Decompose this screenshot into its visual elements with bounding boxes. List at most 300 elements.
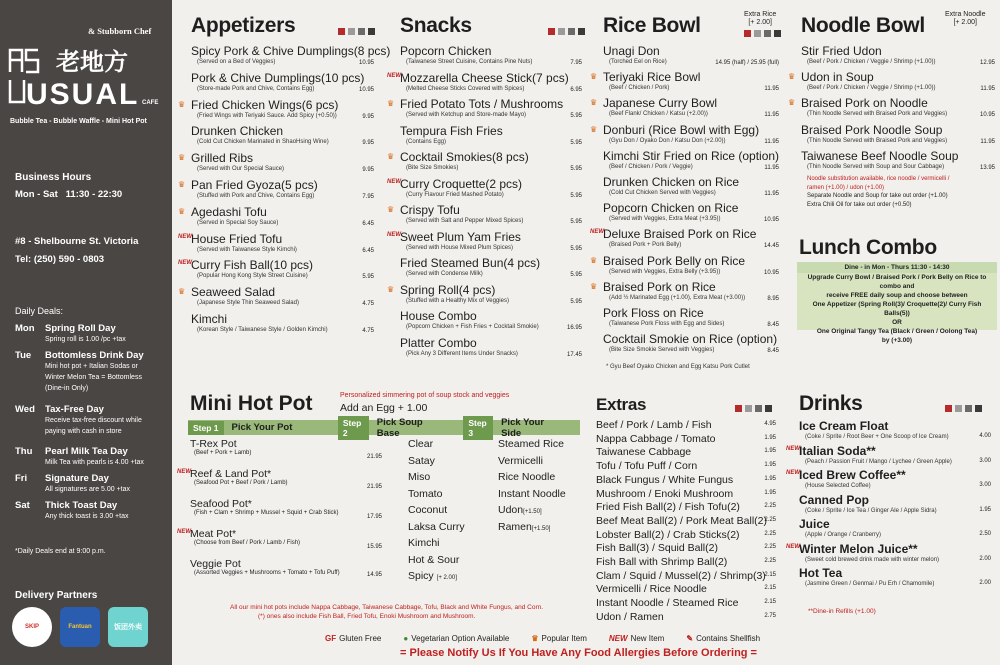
extra-price: 2.75 <box>764 612 776 619</box>
item-name: Curry Fish Ball(10 pcs) <box>191 258 314 273</box>
pot-desc: (Seafood Pot + Beef / Pork / Lamb) <box>194 480 288 486</box>
soup-item <box>408 570 457 582</box>
menu-item <box>603 44 779 70</box>
noodle-section <box>801 14 925 38</box>
extra-item <box>596 570 776 584</box>
menu-item <box>400 309 582 335</box>
section-squares <box>548 28 585 35</box>
item-desc: (Thin Noodle Served with Braised Pork and Veggies) <box>807 111 948 118</box>
drink-name: Canned Pop <box>799 492 870 507</box>
noodle-title: Noodle Bowl <box>801 14 925 37</box>
item-price: 8.45 <box>767 322 779 328</box>
deals-title: Daily Deals: <box>15 306 64 316</box>
item-price: 5.95 <box>570 166 582 172</box>
popular-item-icon: ♛ <box>590 281 598 291</box>
drinks-note: **Dine-in Refills (+1.00) <box>808 608 876 615</box>
item-price: 6.45 <box>362 220 374 227</box>
deal-line: (Dine-in Only) <box>45 385 89 392</box>
item-desc: (Torched Eel on Rice) <box>609 59 667 65</box>
snacks-section <box>400 14 472 38</box>
hotpot-sub: Personalized simmering pot of soup stock and veggies <box>340 392 510 399</box>
drink-desc: (Sweet cold brewed drink made with winter melon) <box>805 556 940 563</box>
drink-name: Juice <box>799 517 830 531</box>
item-price: 4.75 <box>362 328 374 334</box>
item-name: Spicy Pork & Chive Dumplings(8 pcs) <box>191 44 391 58</box>
extra-item <box>596 419 776 433</box>
deal-line: Receive tax-free discount while <box>45 417 142 424</box>
deal-line: Winter Melon Tea = Bottomless <box>45 374 142 381</box>
extra-item <box>596 529 776 543</box>
item-desc: (Korean Style / Taiwanese Style / Golden Kimchi) <box>197 327 328 333</box>
delivery-title: Delivery Partners <box>15 590 98 601</box>
noodle-note: Separate Noodle and Soup for take out order (+1.00) <box>807 193 948 199</box>
drink-item <box>799 566 991 592</box>
menu-item <box>603 175 779 201</box>
item-price: 7.95 <box>570 60 582 66</box>
item-name: Crispy Tofu <box>400 203 460 217</box>
extra-item <box>596 556 776 570</box>
popular-item-icon: ♛ <box>788 98 796 108</box>
hotpot-title: Mini Hot Pot <box>190 392 313 415</box>
deal-line: Any thick toast is 3.00 +tax <box>45 513 129 520</box>
new-item-icon: NEW <box>590 229 604 236</box>
item-name: Cocktail Smokie on Rice (option) <box>603 332 778 347</box>
drink-item <box>799 493 991 519</box>
drink-desc: (Apple / Orange / Cranberry) <box>805 532 882 538</box>
side-extra-price: [+1.50] <box>523 509 542 515</box>
pot-price: 21.95 <box>366 454 382 460</box>
extra-price: 2.15 <box>764 599 776 606</box>
step-3: Step 3 Pick Your Side <box>463 416 552 440</box>
extra-name: Taiwanese Cabbage <box>596 446 692 459</box>
hotpot-note-1: All our mini hot pots include Nappa Cabbage, Taiwanese Cabbage, Tofu, Black and White Fungus, and Corn. <box>230 604 544 611</box>
extra-price: 1.95 <box>764 475 776 482</box>
soup-item <box>408 488 442 500</box>
noodle-note: Extra Chili Oil for take out order (+0.50) <box>807 201 912 208</box>
phone: Tel: (250) 590 - 0803 <box>15 254 105 265</box>
brand-name: USUAL <box>26 78 140 111</box>
side-name: Instant Noodle <box>498 487 566 500</box>
extra-name: Instant Noodle / Steamed Rice <box>596 597 739 610</box>
soup-item <box>408 521 465 533</box>
deal-line: Mini hot pot + Italian Sodas or <box>45 363 138 370</box>
drink-price: 2.00 <box>979 555 991 562</box>
drinks-title: Drinks <box>799 392 863 415</box>
popular-item-icon: ♛ <box>178 153 186 163</box>
item-desc: (Taiwanese Street Cuisine, Contains Pine Nuts) <box>406 59 533 65</box>
soup-extra-price: [+ 2.00] <box>436 575 457 581</box>
drink-name: Winter Melon Juice** <box>799 541 918 556</box>
pot-item <box>177 468 382 490</box>
hotpot-note-2: (*) ones also include Fish Ball, Fried Tofu, Enoki Mushroom and Mushroom. <box>258 613 476 620</box>
deal-item <box>15 500 172 527</box>
item-name: Braised Pork on Noodle <box>801 96 928 111</box>
extra-item <box>596 433 776 447</box>
item-name: Curry Croquette(2 pcs) <box>400 176 523 191</box>
item-price: 14.45 <box>763 243 779 250</box>
item-desc: (Contains Egg) <box>406 138 447 145</box>
pot-item <box>190 438 382 458</box>
side-name: Vermicelli <box>498 454 543 467</box>
menu-item <box>178 178 374 204</box>
drink-name: Iced Brew Coffee** <box>799 468 906 482</box>
deal-item <box>15 446 172 473</box>
menu-item <box>400 336 582 362</box>
extra-rice: Extra Rice [+ 2.00] <box>744 11 777 26</box>
extra-price: 2.25 <box>764 558 776 564</box>
item-desc: (Add ½ Marinated Egg (+1.00), Extra Meat (+3.00)) <box>609 294 746 301</box>
item-price: 7.95 <box>362 194 374 200</box>
menu-item <box>178 204 374 231</box>
menu-item <box>801 149 995 175</box>
item-price: 11.95 <box>764 138 779 145</box>
section-squares <box>744 30 781 37</box>
item-desc: (Japanese Style Thin Seaweed Salad) <box>197 300 299 307</box>
pot-name: Reef & Land Pot* <box>190 468 272 480</box>
menu-item <box>603 149 779 175</box>
legend-popular: ♛ Popular Item <box>531 634 587 643</box>
soup-item <box>408 537 440 549</box>
lunch-header: Dine - in Mon - Thurs 11:30 - 14:30 <box>797 262 997 273</box>
rice-section <box>603 14 701 38</box>
fantuan-logo[interactable]: Fantuan <box>60 607 100 647</box>
noodle-note: ramen (+1.00) / udon (+1.00) <box>807 184 885 191</box>
lunch-section <box>799 236 937 260</box>
item-price: 11.95 <box>980 138 995 145</box>
lunch-combo-box <box>797 262 997 344</box>
soup-name: Kimchi <box>408 537 440 549</box>
drink-item <box>799 517 991 543</box>
soup-item <box>408 455 435 467</box>
deal-name: Thick Toast Day <box>45 500 118 511</box>
step-2: Step 2 Pick Soup Base <box>338 416 435 440</box>
chinese-name: 老地方 <box>56 48 128 76</box>
snacks-title: Snacks <box>400 14 472 37</box>
deal-day: Tue <box>15 350 32 361</box>
popular-item-icon: ♛ <box>387 284 395 294</box>
item-desc: (Braised Pork + Pork Belly) <box>609 242 682 249</box>
menu-item <box>590 253 779 280</box>
extra-name: Vermicelli / Rice Noodle <box>596 583 707 596</box>
deal-day: Fri <box>15 473 28 484</box>
item-desc: (Curry Flavour Fried Mashed Potato) <box>406 191 504 198</box>
item-desc: (Served with Our Special Sauce) <box>197 166 285 173</box>
deal-name: Spring Roll Day <box>45 323 116 334</box>
side-name: Ramen <box>498 520 532 533</box>
item-price: 10.95 <box>358 60 374 66</box>
item-name: Agedashi Tofu <box>191 204 267 219</box>
side-name: Rice Noodle <box>498 471 556 483</box>
menu-item <box>590 122 779 149</box>
chinese-delivery-logo[interactable]: 饭团外卖 <box>108 607 148 647</box>
extra-item <box>596 460 776 474</box>
item-desc: (Served with Ketchup and Store-made Mayo) <box>406 112 527 118</box>
item-price: 9.95 <box>362 140 374 147</box>
tagline: Bubble Tea - Bubble Waffle - Mini Hot Pot <box>10 118 147 125</box>
drink-item <box>786 468 991 494</box>
menu-item <box>801 44 995 70</box>
item-name: Kimchi <box>191 312 228 326</box>
extra-name: Lobster Ball(2) / Crab Sticks(2) <box>596 528 740 541</box>
item-name: House Combo <box>400 309 477 323</box>
allergy-notice: = Please Notify Us If You Have Any Food Allergies Before Ordering = <box>400 647 757 659</box>
menu-item <box>801 123 995 149</box>
item-desc: (Served in Special Soy Sauce) <box>197 219 279 226</box>
deal-line: paying with cash in store <box>45 428 122 435</box>
extra-item <box>596 542 776 556</box>
deal-item <box>15 404 172 446</box>
item-desc: (Pick Any 3 Different Items Under Snacks) <box>406 350 518 357</box>
side-item <box>498 488 566 500</box>
side-item <box>498 471 555 483</box>
menu-item <box>590 70 779 96</box>
side-extra-price: [+1.50] <box>531 525 551 532</box>
item-price: 8.95 <box>767 295 779 302</box>
item-desc: (Melted Cheese Sticks Covered with Spices) <box>406 85 525 92</box>
extra-name: Clam / Squid / Mussel(2) / Shrimp(3) <box>596 569 766 582</box>
menu-item <box>603 201 779 227</box>
extra-price: 4.95 <box>764 421 776 427</box>
item-price: 6.45 <box>362 247 374 254</box>
pot-price: 14.95 <box>366 572 382 578</box>
legend <box>325 634 760 643</box>
delivery-logos <box>12 607 148 647</box>
drink-desc: (Coke / Sprite / Ice Tea / Ginger Ale / Apple Sidra) <box>805 507 937 514</box>
popular-item-icon: ♛ <box>387 99 395 108</box>
item-desc: (Fried Wings with Teriyaki Sauce. Add Spicy (+0.50)) <box>197 112 337 119</box>
popular-item-icon: ♛ <box>590 72 598 82</box>
new-item-icon: NEW <box>786 543 800 550</box>
drink-name: Ice Cream Float <box>799 419 889 433</box>
item-price: 8.45 <box>767 348 779 355</box>
menu-item <box>590 279 779 306</box>
menu-item <box>178 151 374 177</box>
drink-name: Hot Tea <box>799 566 843 580</box>
combo-line: One Original Tangy Tea (Black / Green / Oolong Tea) <box>816 328 978 335</box>
extra-name: Nappa Cabbage / Tomato <box>596 432 716 445</box>
popular-item-icon: ♛ <box>590 124 598 134</box>
extra-price: 2.15 <box>764 571 776 578</box>
menu-item <box>387 150 582 176</box>
menu-item <box>788 96 995 122</box>
deal-row <box>15 473 172 484</box>
item-name: Japanese Curry Bowl <box>603 96 718 111</box>
popular-item-icon: ♛ <box>788 72 796 82</box>
item-name: Teriyaki Rice Bowl <box>603 70 701 85</box>
combo-line: by (+3.00) <box>881 337 913 344</box>
soup-name: Clear <box>408 438 434 450</box>
drink-price: 3.00 <box>979 457 991 464</box>
menu-item <box>387 282 582 309</box>
pot-item <box>190 558 382 578</box>
drink-item <box>786 443 991 470</box>
sidebar <box>0 0 172 665</box>
menu-item <box>387 203 582 229</box>
item-desc: (Popular Hong Kong Style Street Cuisine) <box>197 273 308 280</box>
legend-vegetarian: ● Vegetarian Option Available <box>403 634 510 643</box>
item-desc: (Served on a Bed of Veggies) <box>197 59 276 65</box>
item-price: 11.95 <box>764 191 779 197</box>
drink-price: 3.00 <box>979 482 991 488</box>
deal-line: Spring roll is 1.00 /pc +tax <box>45 336 126 343</box>
step-bar <box>188 416 580 439</box>
menu-item <box>387 70 582 97</box>
new-item-icon: NEW <box>387 72 401 79</box>
popular-item-icon: ♛ <box>590 98 598 108</box>
soup-name: Satay <box>408 454 435 467</box>
item-price: 12.95 <box>979 60 995 66</box>
deal-day: Wed <box>15 404 35 415</box>
appetizers-title: Appetizers <box>191 14 296 37</box>
popular-item-icon: ♛ <box>178 99 186 109</box>
menu-item <box>400 124 582 150</box>
new-item-icon: NEW <box>786 470 800 476</box>
menu-item <box>603 332 779 358</box>
new-item-icon: NEW <box>177 469 191 475</box>
item-desc: (Beef / Pork / Chicken / Veggie / Shrimp (+1.00)) <box>807 85 936 92</box>
item-name: Pork & Chive Dumplings(10 pcs) <box>191 70 365 85</box>
menu-item <box>191 71 374 97</box>
menu-item <box>387 176 582 203</box>
menu-item <box>387 97 582 123</box>
pot-price: 21.95 <box>366 484 382 490</box>
item-price: 9.95 <box>362 167 374 174</box>
new-item-icon: NEW <box>178 260 192 267</box>
soup-item <box>408 471 430 483</box>
menu-item <box>178 97 374 124</box>
extra-price: 1.95 <box>764 448 776 455</box>
item-desc: (Stuffed with a Healthy Mix of Veggies) <box>406 297 509 304</box>
drink-price: 1.95 <box>979 506 991 513</box>
item-price: 11.95 <box>980 86 995 93</box>
extra-name: Tofu / Tofu Puff / Corn <box>596 460 698 473</box>
extra-name: Beef / Pork / Lamb / Fish <box>596 419 712 431</box>
hours-title: Business Hours <box>15 172 92 183</box>
item-name: Taiwanese Beef Noodle Soup <box>801 148 959 163</box>
item-price: 5.95 <box>570 139 582 146</box>
side-item <box>498 504 542 516</box>
deal-item <box>15 350 172 404</box>
item-desc: (Served with Veggies, Extra Belly (+3.95)) <box>609 268 721 275</box>
side-item <box>498 521 550 533</box>
extra-price: 2.25 <box>764 530 776 537</box>
extra-name: Mushroom / Enoki Mushroom <box>596 487 734 500</box>
item-desc: (Served with Condense Milk) <box>406 271 483 277</box>
extra-price: 1.95 <box>764 462 776 469</box>
item-name: Fried Potato Tots / Mushrooms <box>400 97 564 111</box>
extra-name: Black Fungus / White Fungus <box>596 473 734 486</box>
item-name: Grilled Ribs <box>191 151 254 166</box>
popular-item-icon: ♛ <box>387 205 395 214</box>
new-item-icon: NEW <box>178 233 192 240</box>
item-price: 5.95 <box>570 298 582 305</box>
new-item-icon: NEW <box>177 529 191 535</box>
popular-item-icon: ♛ <box>178 180 186 189</box>
menu-item <box>590 227 779 253</box>
deal-row <box>15 323 172 334</box>
item-price: 10.95 <box>979 112 995 119</box>
deal-name: Tax-Free Day <box>45 404 104 415</box>
extra-item <box>596 488 776 502</box>
menu-item <box>178 231 374 258</box>
extras-section <box>596 395 646 415</box>
extra-price: 2.15 <box>764 585 776 592</box>
item-price: 5.95 <box>570 219 582 225</box>
item-name: Platter Combo <box>400 335 477 350</box>
extra-price: 1.95 <box>764 434 776 441</box>
pot-desc: (Assorted Veggies + Mushrooms + Tomato + Tofu Puff) <box>194 570 340 576</box>
item-name: Braised Pork Belly on Rice <box>603 253 746 268</box>
extra-item <box>596 583 776 597</box>
item-name: Donburi (Rice Bowl with Egg) <box>603 122 760 137</box>
drink-price: 2.00 <box>979 580 991 586</box>
pot-item <box>190 498 382 518</box>
popular-item-icon: ♛ <box>178 206 186 216</box>
item-price: 11.95 <box>764 86 779 93</box>
pot-price: 17.95 <box>366 514 382 520</box>
menu-item <box>387 229 582 256</box>
drinks-section <box>799 392 863 416</box>
soup-name: Spicy <box>408 570 434 582</box>
item-name: Pork Floss on Rice <box>603 306 704 320</box>
skip-logo[interactable]: SKIP <box>12 607 52 647</box>
pot-name: T-Rex Pot <box>190 438 237 450</box>
extra-name: Fish Ball(3) / Squid Ball(2) <box>596 542 718 555</box>
pot-desc: (Choose from Beef / Pork / Lamb / Fish) <box>194 540 301 546</box>
address: #8 - Shelbourne St. Victoria <box>15 236 139 247</box>
item-name: Drunken Chicken on Rice <box>603 175 740 189</box>
legend-gluten-free: GF Gluten Free <box>325 634 382 643</box>
pot-desc: (Fish + Clam + Shrimp + Mussel + Squid + Crab Stick) <box>194 510 339 516</box>
extra-name: Beef Meat Ball(2) / Pork Meat Ball(2) <box>596 514 767 527</box>
popular-item-icon: ♛ <box>590 255 598 265</box>
item-desc: (Beef / Chicken / Pork / Veggie) <box>609 163 693 170</box>
item-name: Cocktail Smokies(8 pcs) <box>400 150 529 164</box>
deal-day: Sat <box>15 500 30 511</box>
combo-line: receive FREE daily soup and choose between <box>826 292 968 299</box>
deal-item <box>15 323 172 350</box>
combo-line: OR <box>892 319 902 326</box>
deal-day: Thu <box>15 446 33 457</box>
item-desc: (Popcorn Chicken + Fish Fries + Cocktail Smokie) <box>406 324 539 330</box>
item-name: Deluxe Braised Pork on Rice <box>603 227 757 242</box>
item-price: 14.95 (half) / 25.95 (full) <box>715 60 779 66</box>
item-price: 10.95 <box>358 86 374 93</box>
drink-desc: (Peach / Passion Fruit / Mango / Lychee / Green Apple) <box>805 458 952 465</box>
item-name: Mozzarella Cheese Stick(7 pcs) <box>400 70 569 85</box>
extra-item <box>596 474 776 488</box>
item-price: 11.95 <box>764 164 779 171</box>
side-item <box>498 438 564 450</box>
extra-name: Fish Ball with Shrimp Ball(2) <box>596 556 728 568</box>
pot-price: 15.95 <box>366 544 382 550</box>
menu-item <box>590 96 779 122</box>
deal-line: All signatures are 5.00 +tax <box>45 486 131 493</box>
item-name: Udon in Soup <box>801 70 874 85</box>
deal-row <box>15 404 172 415</box>
popular-item-icon: ♛ <box>387 152 395 161</box>
hotpot-add-egg: Add an Egg + 1.00 <box>340 402 428 414</box>
item-desc: (Cold Cut Chicken Served with Veggies) <box>609 190 716 196</box>
popular-item-icon: ♛ <box>178 287 186 297</box>
item-price: 6.95 <box>570 86 582 93</box>
pot-name: Veggie Pot <box>190 558 241 570</box>
extra-price: 2.25 <box>764 516 776 523</box>
menu-item <box>191 312 374 338</box>
item-name: Tempura Fish Fries <box>400 123 503 138</box>
pot-name: Meat Pot* <box>190 528 237 540</box>
soup-name: Tomato <box>408 487 443 500</box>
